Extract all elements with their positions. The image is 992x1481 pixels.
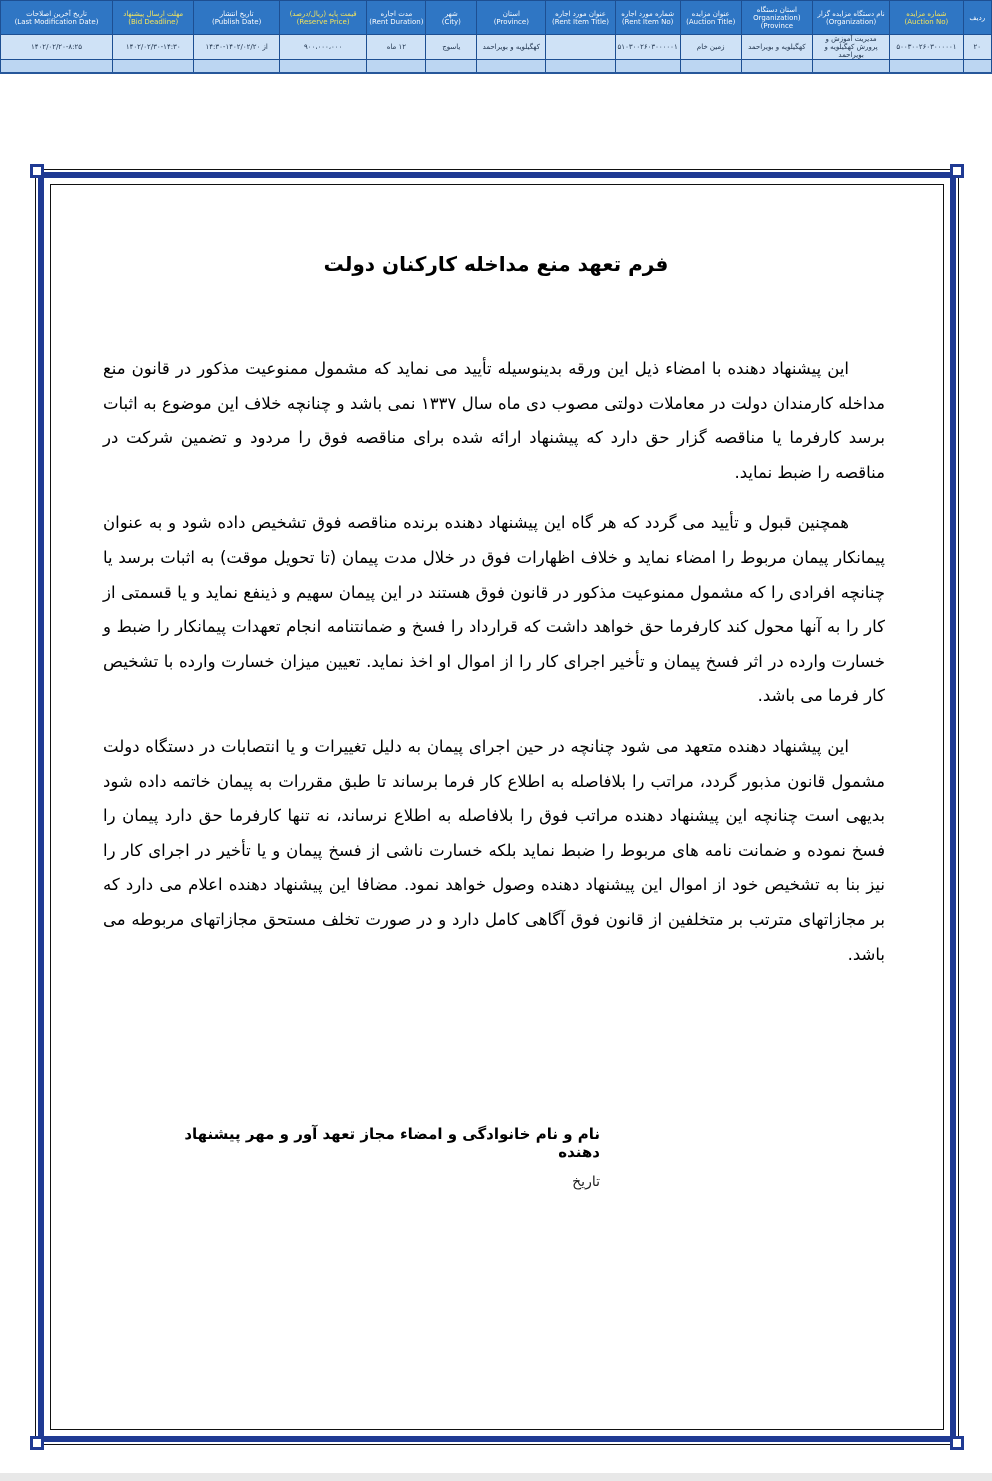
header-cell: تاریخ انتشار (Publish Date) <box>194 1 279 35</box>
auction-table-empty-row <box>1 60 992 75</box>
signature-label: نام و نام خانوادگی و امضاء مجاز تعهد آور و مهر پیشنهاد دهنده <box>184 1125 600 1161</box>
date-label: تاریخ <box>572 1174 600 1190</box>
form-paragraph: این پیشنهاد دهنده با امضاء ذیل این ورقه بدینوسیله تأیید می نماید که مشمول ممنوعیت مذکور در قانون منع مداخله کارمندان دولت در معاملات دولتی مصوب دی ماه سال ۱۳۳۷ نمی باشد و چنانچه خلاف این موضوع به اثبات برسد کارفرما یا مناقصه گزار حق دارد که پیشنهاد ارائه شده برای مناقصه فوق را مردود و تضمین شرکت در مناقصه را ضبط نماید. <box>103 359 885 482</box>
header-cell: عنوان مورد اجاره (Rent Item Title) <box>546 1 615 35</box>
frame-corner-ornament <box>950 1436 964 1450</box>
table-cell: یاسوج <box>426 35 477 60</box>
table-cell: ۵۰۰۳۰۰۲۶۰۳۰۰۰۰۰۱ <box>890 35 963 60</box>
header-cell: مهلت ارسال پیشنهاد (Bid Deadline) <box>113 1 194 35</box>
frame-corner-ornament <box>30 1436 44 1450</box>
auction-table <box>0 0 992 74</box>
auction-table-row <box>1 35 992 60</box>
page-bottom-bar <box>0 1473 992 1481</box>
table-cell: کهگیلویه و بویراحمد <box>477 35 546 60</box>
table-cell: از ۱۴۰۲/۰۲/۲۰-۱۴:۳۰ <box>194 35 279 60</box>
header-cell: شماره مزایده (Auction No) <box>890 1 963 35</box>
header-cell: تاریخ آخرین اصلاحات (Last Modification Date) <box>1 1 113 35</box>
header-cell: قیمت پایه (ریال/درصد) (Reserve Price) <box>279 1 367 35</box>
auction-table-header-row <box>1 1 992 35</box>
table-cell: ۱۴۰۲/۰۲/۳۰-۱۴:۳۰ <box>113 35 194 60</box>
table-cell: ۹۰۰،۰۰۰،۰۰۰ <box>279 35 367 60</box>
form-paragraph: همچنین قبول و تأیید می گردد که هر گاه این پیشنهاد دهنده برنده مناقصه فوق تشخیص داده شود و به عنوان پیمانکار پیمان مربوط را امضاء نماید و خلاف اظهارات فوق در خلال مدت پیمان (تا تحویل موقت) به اثبات برسد یا چنانچه افرادی را که مشمول ممنوعیت مذکور در قانون فوق هستند در این پیمان سهیم و ذینفع نماید و یا قسمتی از کار را به آنها محول کند کارفرما حق خواهد داشت که قرارداد را فسخ و ضمانتنامه انجام تعهدات پیمانکار را ضبط و خسارت وارده در اثر فسخ پیمان و تأخیر اجرای کار را از اموال او اخذ نماید. تعیین میزان خسارت وارده با تشخیص کار فرما می باشد. <box>103 513 885 706</box>
frame-corner-ornament <box>950 164 964 178</box>
table-cell: ۱۲ ماه <box>367 35 426 60</box>
header-cell: استان (Province) <box>477 1 546 35</box>
table-cell: مدیریت آموزش و پرورش کهگیلویه و بویراحمد <box>812 35 889 60</box>
header-cell: شماره مورد اجاره (Rent Item No) <box>615 1 680 35</box>
form-body <box>103 352 885 988</box>
header-cell: عنوان مزایده (Auction Title) <box>680 1 741 35</box>
auction-table-strip <box>0 0 992 74</box>
frame-corner-ornament <box>30 164 44 178</box>
table-cell: ۱۴۰۲/۰۲/۲۰-۸:۲۵ <box>1 35 113 60</box>
form-title: فرم تعهد منع مداخله کارکنان دولت <box>323 252 669 276</box>
header-cell: استان دستگاه (Organization Province) <box>741 1 812 35</box>
header-cell: نام دستگاه مزایده گزار (Organization) <box>812 1 889 35</box>
table-cell: ۲۰ <box>963 35 991 60</box>
header-cell: مدت اجاره (Rent Duration) <box>367 1 426 35</box>
header-cell: ردیف <box>963 1 991 35</box>
form-paragraph: این پیشنهاد دهنده متعهد می شود چنانچه در حین اجرای پیمان به دلیل تغییرات و یا انتصابات در دستگاه دولت مشمول قانون مذبور گردد، مراتب را بلافاصله به اطلاع کار فرما برساند تا طبق مقررات به پیمان خاتمه داده شود بدیهی است چنانچه این پیشنهاد دهنده مراتب فوق را بلافاصله به اطلاع نرساند، نه تنها کارفرما حق دارد پیمان را فسخ نموده و ضمانت نامه های مربوط را ضبط نماید بلکه خسارت ناشی از فسخ پیمان و یا تأخیر در اجرای کار را نیز بنا به تشخیص خود از اموال این پیشنهاد دهنده وصول خواهد نمود. مضافا این پیشنهاد دهنده اعلام می دارد که بر مجازاتهای مترتب بر متخلفین از قانون فوق آگاهی کامل دارد و در صورت تخلف مستحق مجازاتهای مربوطه می باشد. <box>103 736 885 964</box>
table-cell <box>546 35 615 60</box>
table-cell: کهگیلویه و بویراحمد <box>741 35 812 60</box>
table-cell: زمین خام <box>680 35 741 60</box>
header-cell: شهر (City) <box>426 1 477 35</box>
table-cell: ۵۱۰۳۰۰۲۶۰۳۰۰۰۰۰۱ <box>615 35 680 60</box>
